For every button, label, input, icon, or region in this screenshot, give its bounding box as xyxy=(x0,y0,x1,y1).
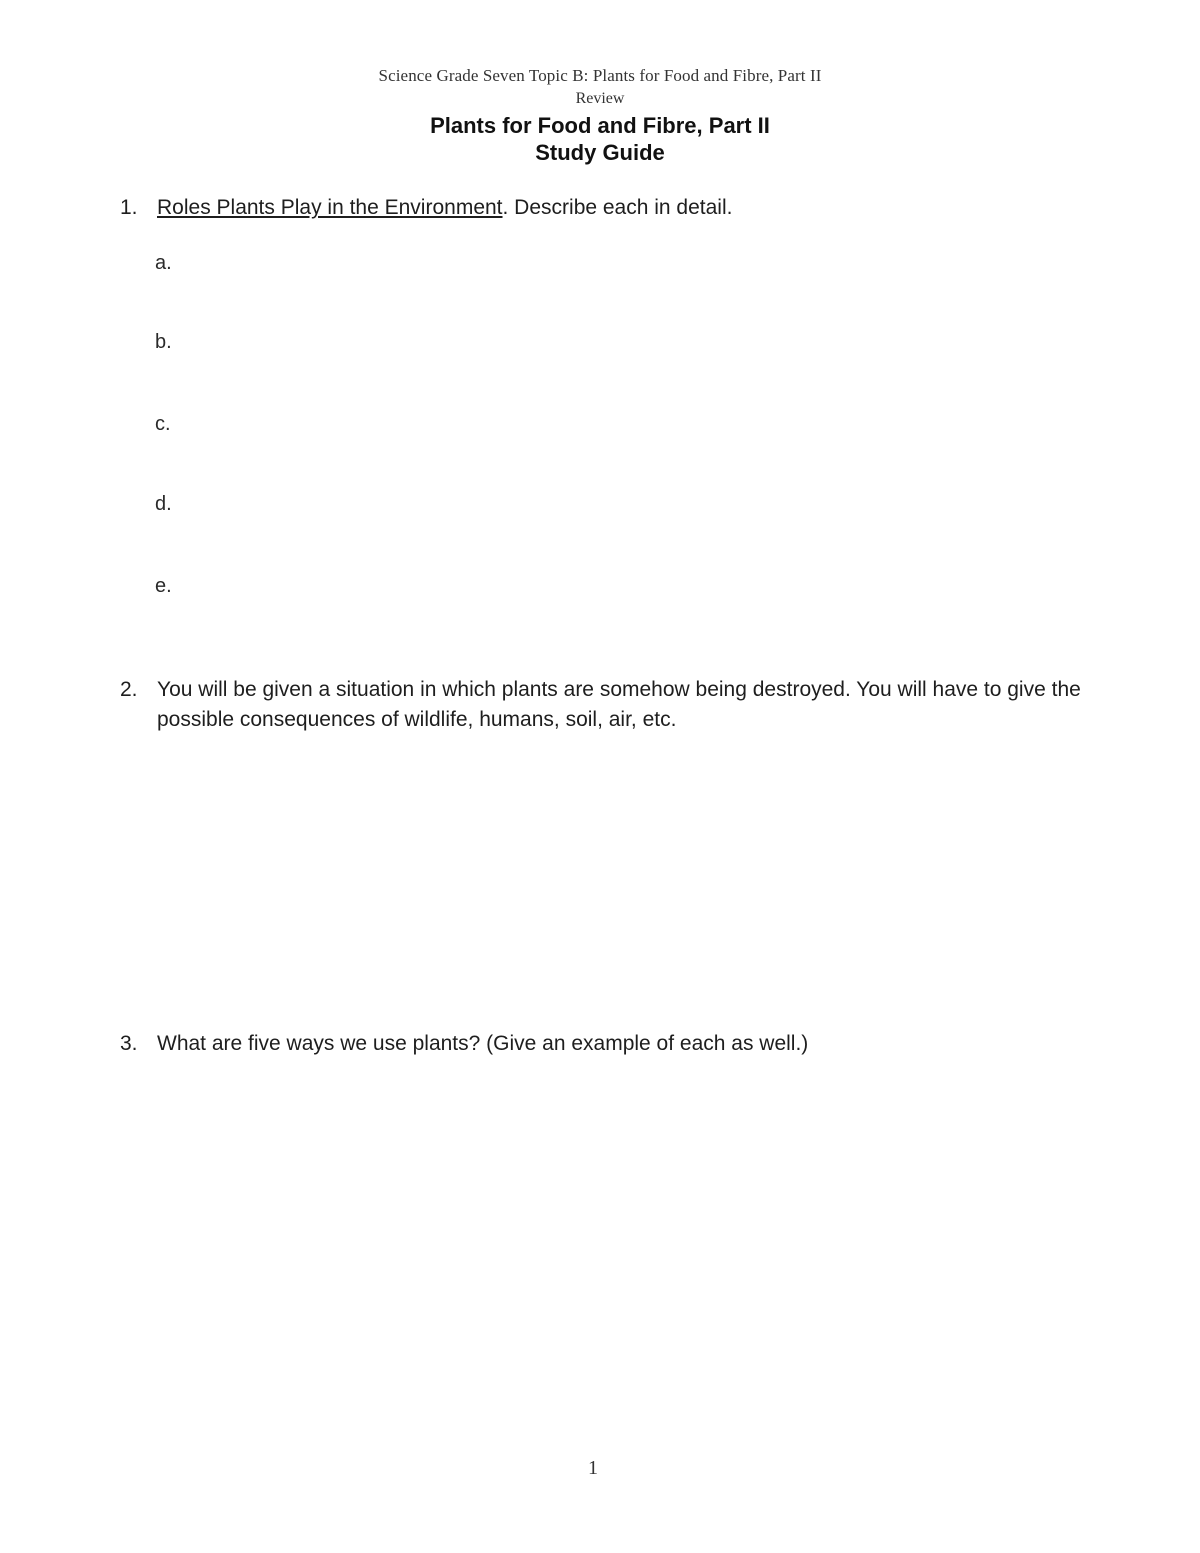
question-text: What are five ways we use plants? (Give an example of each as well.) xyxy=(157,1032,809,1055)
answer-item-e: e. xyxy=(155,575,172,597)
course-header: Science Grade Seven Topic B: Plants for Food and Fibre, Part II xyxy=(378,66,822,85)
answer-item-d: d. xyxy=(155,493,172,515)
question-1 xyxy=(120,193,1100,225)
question-text xyxy=(157,193,732,223)
question-number: 2. xyxy=(120,678,138,701)
page-number: 1 xyxy=(588,1457,598,1479)
answer-item-b: b. xyxy=(155,331,172,353)
answer-item-a: a. xyxy=(155,252,172,274)
review-label: Review xyxy=(575,90,625,107)
question-instruction: . Describe each in detail. xyxy=(502,196,733,219)
page-title: Plants for Food and Fibre, Part II xyxy=(430,113,770,138)
question-3 xyxy=(120,1029,1100,1061)
question-text: You will be given a situation in which plants are somehow being destroyed. You will have to give the possible consequences of wildlife, humans, soil, air, etc. xyxy=(157,678,1081,731)
question-number: 1. xyxy=(120,196,138,219)
question-2 xyxy=(120,675,1100,739)
question-topic-underlined: Roles Plants Play in the Environment xyxy=(157,196,503,219)
question-number: 3. xyxy=(120,1032,138,1055)
page-subtitle: Study Guide xyxy=(535,140,665,165)
answer-item-c: c. xyxy=(155,413,171,435)
